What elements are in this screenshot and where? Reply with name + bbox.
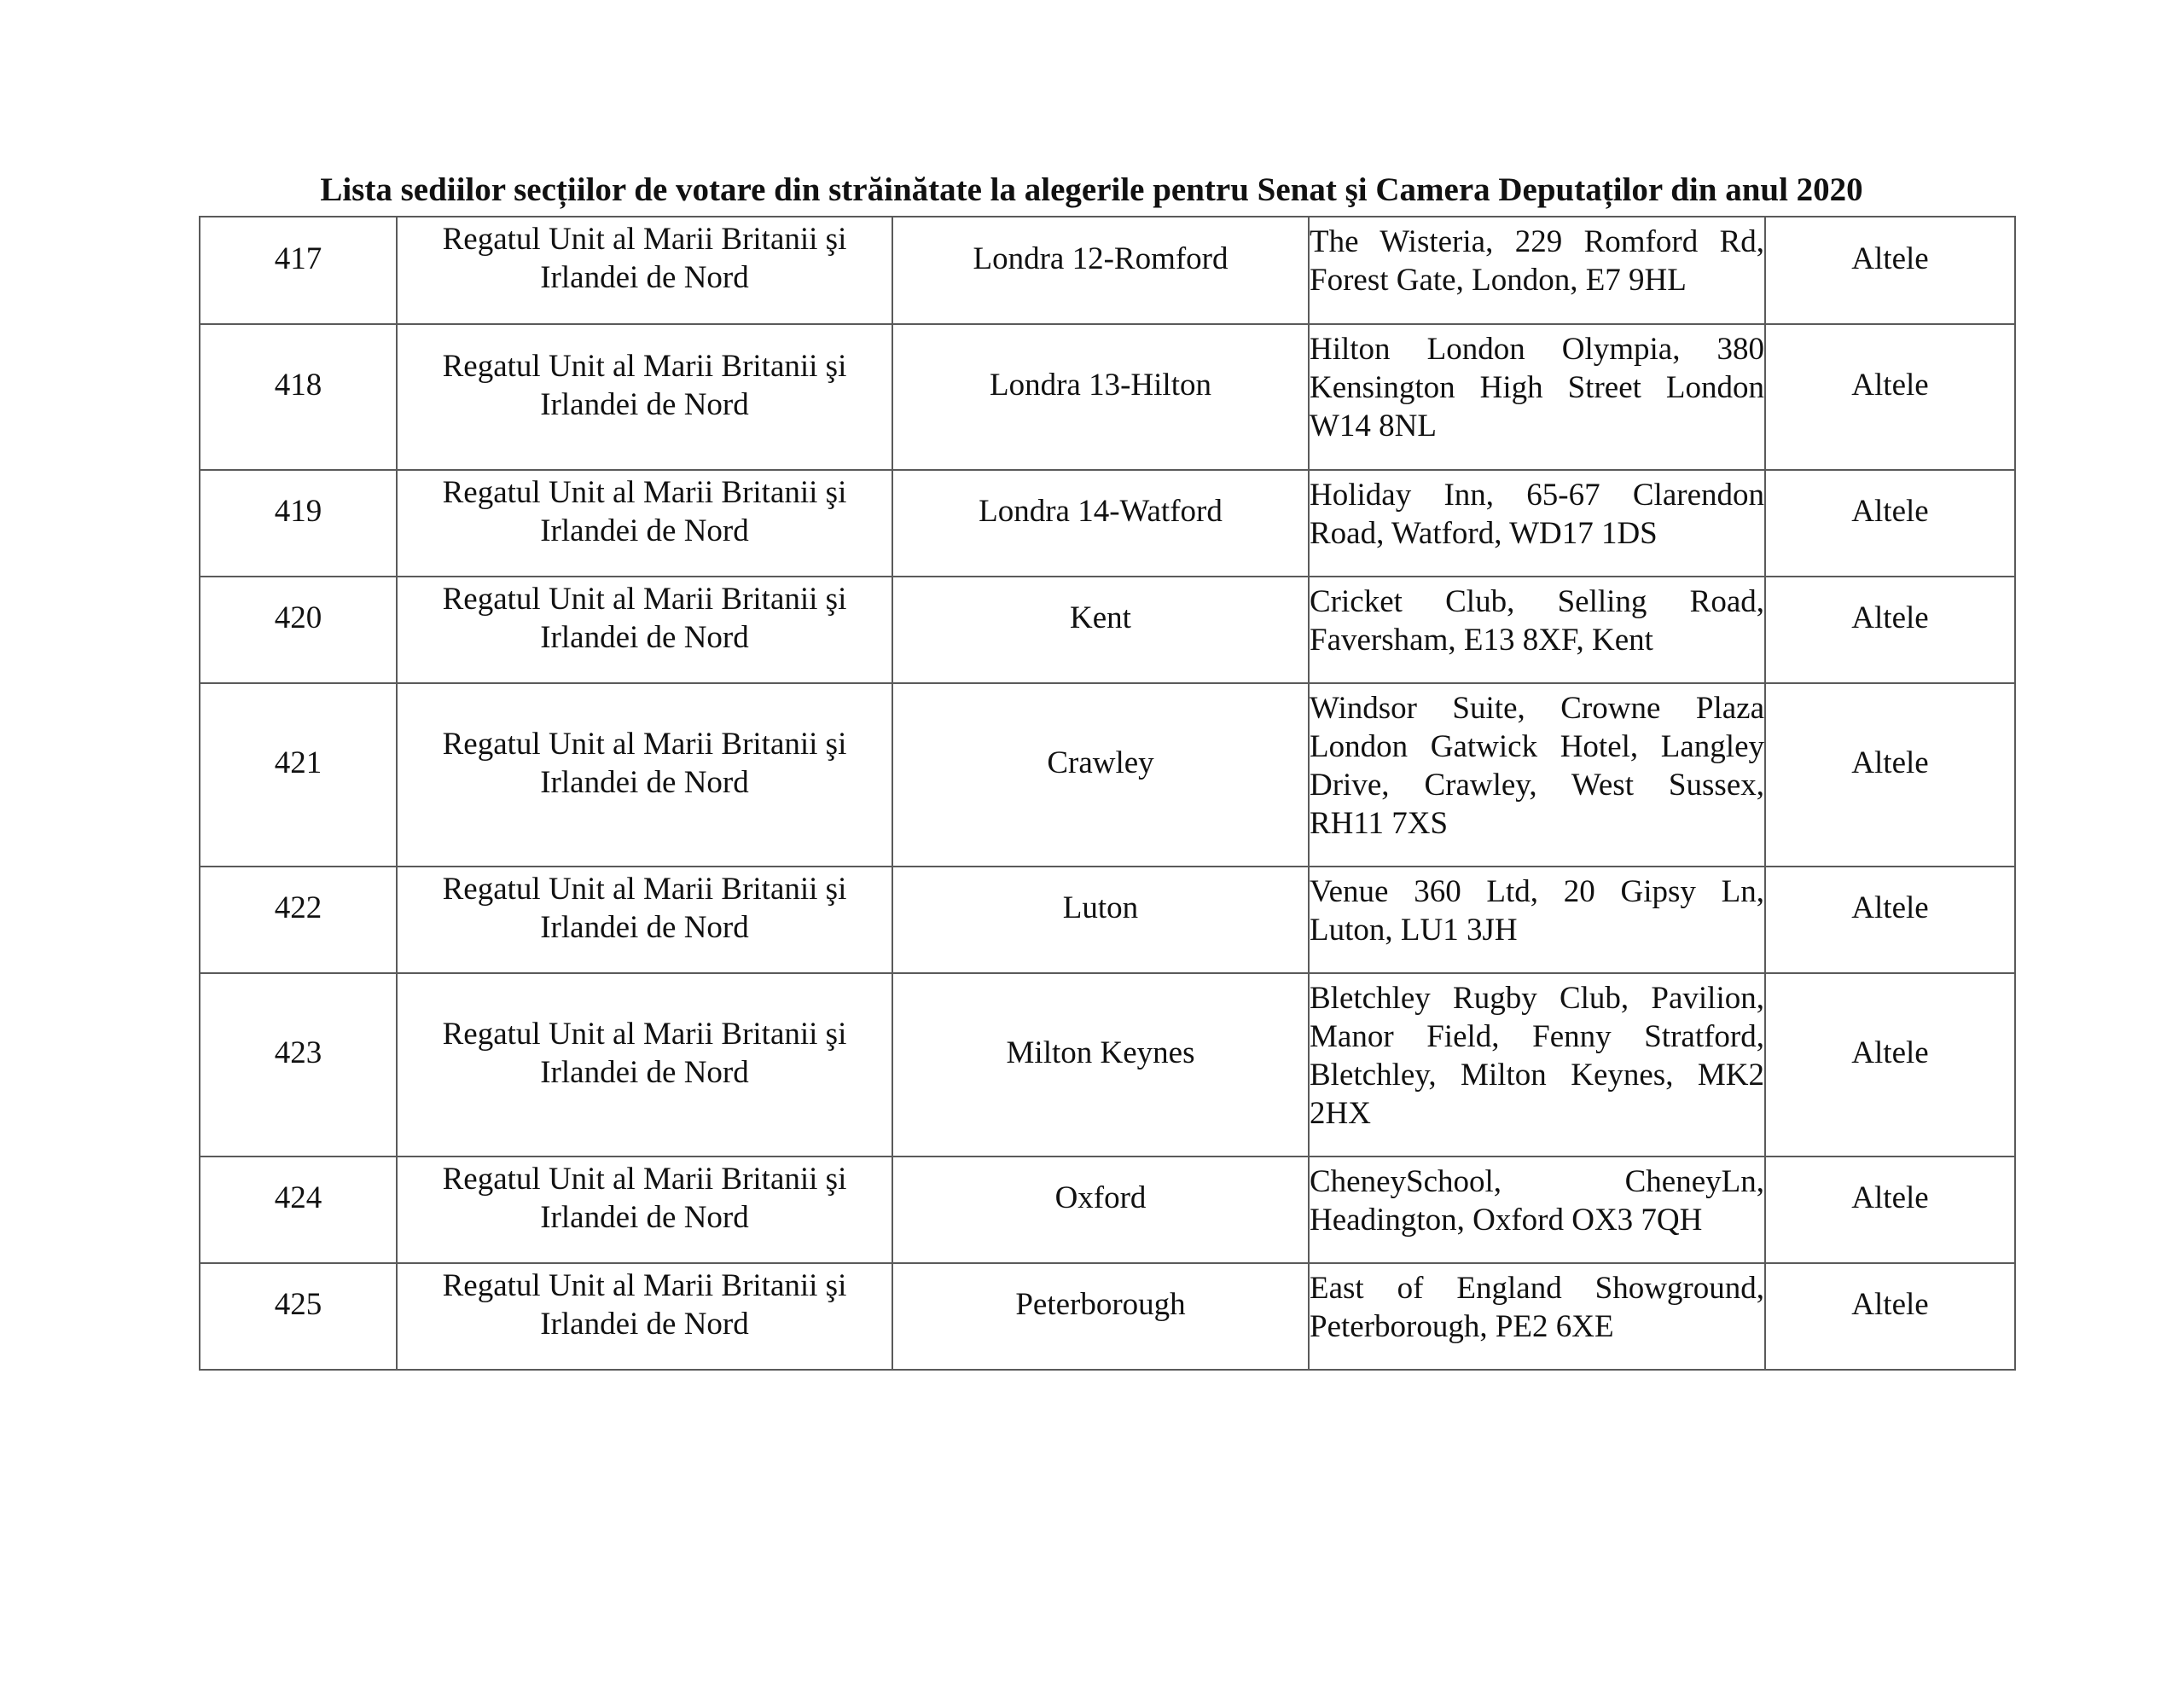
address-text: Hilton London Olympia, 380 Kensington High Street London W14 8NL [1310, 332, 1764, 443]
address-text: Venue 360 Ltd, 20 Gipsy Ln, Luton, LU1 3JH [1310, 874, 1764, 948]
city-cell [892, 470, 1309, 577]
address-cell [1309, 867, 1765, 973]
section-number: 421 [274, 745, 322, 780]
section-number: 417 [274, 241, 322, 276]
country-cell [397, 470, 892, 577]
address-cell [1309, 683, 1765, 867]
section-number-cell [200, 973, 397, 1157]
location-type: Altele [1851, 494, 1929, 529]
address-text: Windsor Suite, Crowne Plaza London Gatwick Hotel, Langley Drive, Crawley, West Sussex, RH11 7XS [1310, 691, 1764, 841]
address-text: East of England Showground, Peterborough, PE2 6XE [1310, 1271, 1764, 1344]
table-row [200, 973, 2015, 1157]
section-number: 419 [274, 494, 322, 529]
location-type: Altele [1851, 1287, 1929, 1322]
address-text: CheneySchool, CheneyLn, Headington, Oxford OX3 7QH [1310, 1164, 1764, 1238]
section-number: 424 [274, 1180, 322, 1215]
address-text: Holiday Inn, 65-67 Clarendon Road, Watford, WD17 1DS [1310, 478, 1764, 551]
country-name: Regatul Unit al Marii Britanii şi Irlandei de Nord [442, 1267, 847, 1342]
section-number-cell [200, 1157, 397, 1263]
address-text: The Wisteria, 229 Romford Rd, Forest Gate, London, E7 9HL [1310, 224, 1764, 298]
address-cell [1309, 470, 1765, 577]
type-cell [1765, 1263, 2015, 1370]
table-row [200, 470, 2015, 577]
location-type: Altele [1851, 1180, 1929, 1215]
type-cell [1765, 973, 2015, 1157]
address-text: Bletchley Rugby Club, Pavilion, Manor Field, Fenny Stratford, Bletchley, Milton Keynes, MK2 2HX [1310, 981, 1764, 1131]
location-type: Altele [1851, 241, 1929, 276]
city-name: Londra 12-Romford [973, 241, 1228, 276]
table-row [200, 867, 2015, 973]
section-number-cell [200, 1263, 397, 1370]
type-cell [1765, 683, 2015, 867]
country-cell [397, 867, 892, 973]
table-row [200, 683, 2015, 867]
country-name: Regatul Unit al Marii Britanii şi Irlandei de Nord [442, 1016, 847, 1090]
section-number-cell [200, 470, 397, 577]
page-title: Lista sediilor secțiilor de votare din străinătate la alegerile pentru Senat şi Camera Deputaților din anul 2020 [320, 171, 1863, 208]
country-name: Regatul Unit al Marii Britanii şi Irlandei de Nord [442, 222, 847, 295]
type-cell [1765, 867, 2015, 973]
address-cell [1309, 324, 1765, 470]
country-cell [397, 324, 892, 470]
type-cell [1765, 217, 2015, 324]
city-cell [892, 973, 1309, 1157]
location-type: Altele [1851, 1035, 1929, 1070]
section-number: 425 [274, 1287, 322, 1322]
location-type: Altele [1851, 745, 1929, 780]
section-number: 423 [274, 1035, 322, 1070]
type-cell [1765, 324, 2015, 470]
type-cell [1765, 577, 2015, 683]
polling-stations-table [199, 216, 2016, 1371]
table-row [200, 1263, 2015, 1370]
city-cell [892, 1263, 1309, 1370]
city-cell [892, 324, 1309, 470]
section-number-cell [200, 867, 397, 973]
table-row [200, 1157, 2015, 1263]
section-number-cell [200, 324, 397, 470]
country-name: Regatul Unit al Marii Britanii şi Irlandei de Nord [442, 348, 847, 422]
location-type: Altele [1851, 600, 1929, 635]
country-name: Regatul Unit al Marii Britanii şi Irlandei de Nord [442, 726, 847, 800]
city-name: Crawley [1047, 745, 1154, 780]
table-row [200, 217, 2015, 324]
country-cell [397, 683, 892, 867]
section-number: 418 [274, 368, 322, 403]
country-cell [397, 1157, 892, 1263]
section-number: 420 [274, 600, 322, 635]
address-cell [1309, 973, 1765, 1157]
table-row [200, 324, 2015, 470]
table-row [200, 577, 2015, 683]
address-text: Cricket Club, Selling Road, Faversham, E13 8XF, Kent [1310, 584, 1764, 658]
city-cell [892, 217, 1309, 324]
city-name: Londra 13-Hilton [990, 368, 1211, 403]
section-number: 422 [274, 890, 322, 925]
country-name: Regatul Unit al Marii Britanii şi Irlandei de Nord [442, 581, 847, 655]
city-name: Luton [1062, 890, 1139, 925]
city-name: Londra 14-Watford [979, 494, 1223, 529]
city-cell [892, 867, 1309, 973]
address-cell [1309, 577, 1765, 683]
type-cell [1765, 470, 2015, 577]
city-cell [892, 577, 1309, 683]
city-name: Milton Keynes [1006, 1035, 1195, 1070]
address-cell [1309, 1263, 1765, 1370]
city-cell [892, 683, 1309, 867]
location-type: Altele [1851, 368, 1929, 403]
country-name: Regatul Unit al Marii Britanii şi Irlandei de Nord [442, 871, 847, 945]
address-cell [1309, 217, 1765, 324]
city-name: Kent [1070, 600, 1131, 635]
type-cell [1765, 1157, 2015, 1263]
address-cell [1309, 1157, 1765, 1263]
country-cell [397, 1263, 892, 1370]
section-number-cell [200, 217, 397, 324]
city-name: Peterborough [1015, 1287, 1186, 1322]
country-cell [397, 577, 892, 683]
country-cell [397, 217, 892, 324]
city-cell [892, 1157, 1309, 1263]
country-name: Regatul Unit al Marii Britanii şi Irlandei de Nord [442, 1161, 847, 1235]
location-type: Altele [1851, 890, 1929, 925]
section-number-cell [200, 683, 397, 867]
country-cell [397, 973, 892, 1157]
section-number-cell [200, 577, 397, 683]
city-name: Oxford [1054, 1180, 1147, 1215]
country-name: Regatul Unit al Marii Britanii şi Irlandei de Nord [442, 474, 847, 548]
